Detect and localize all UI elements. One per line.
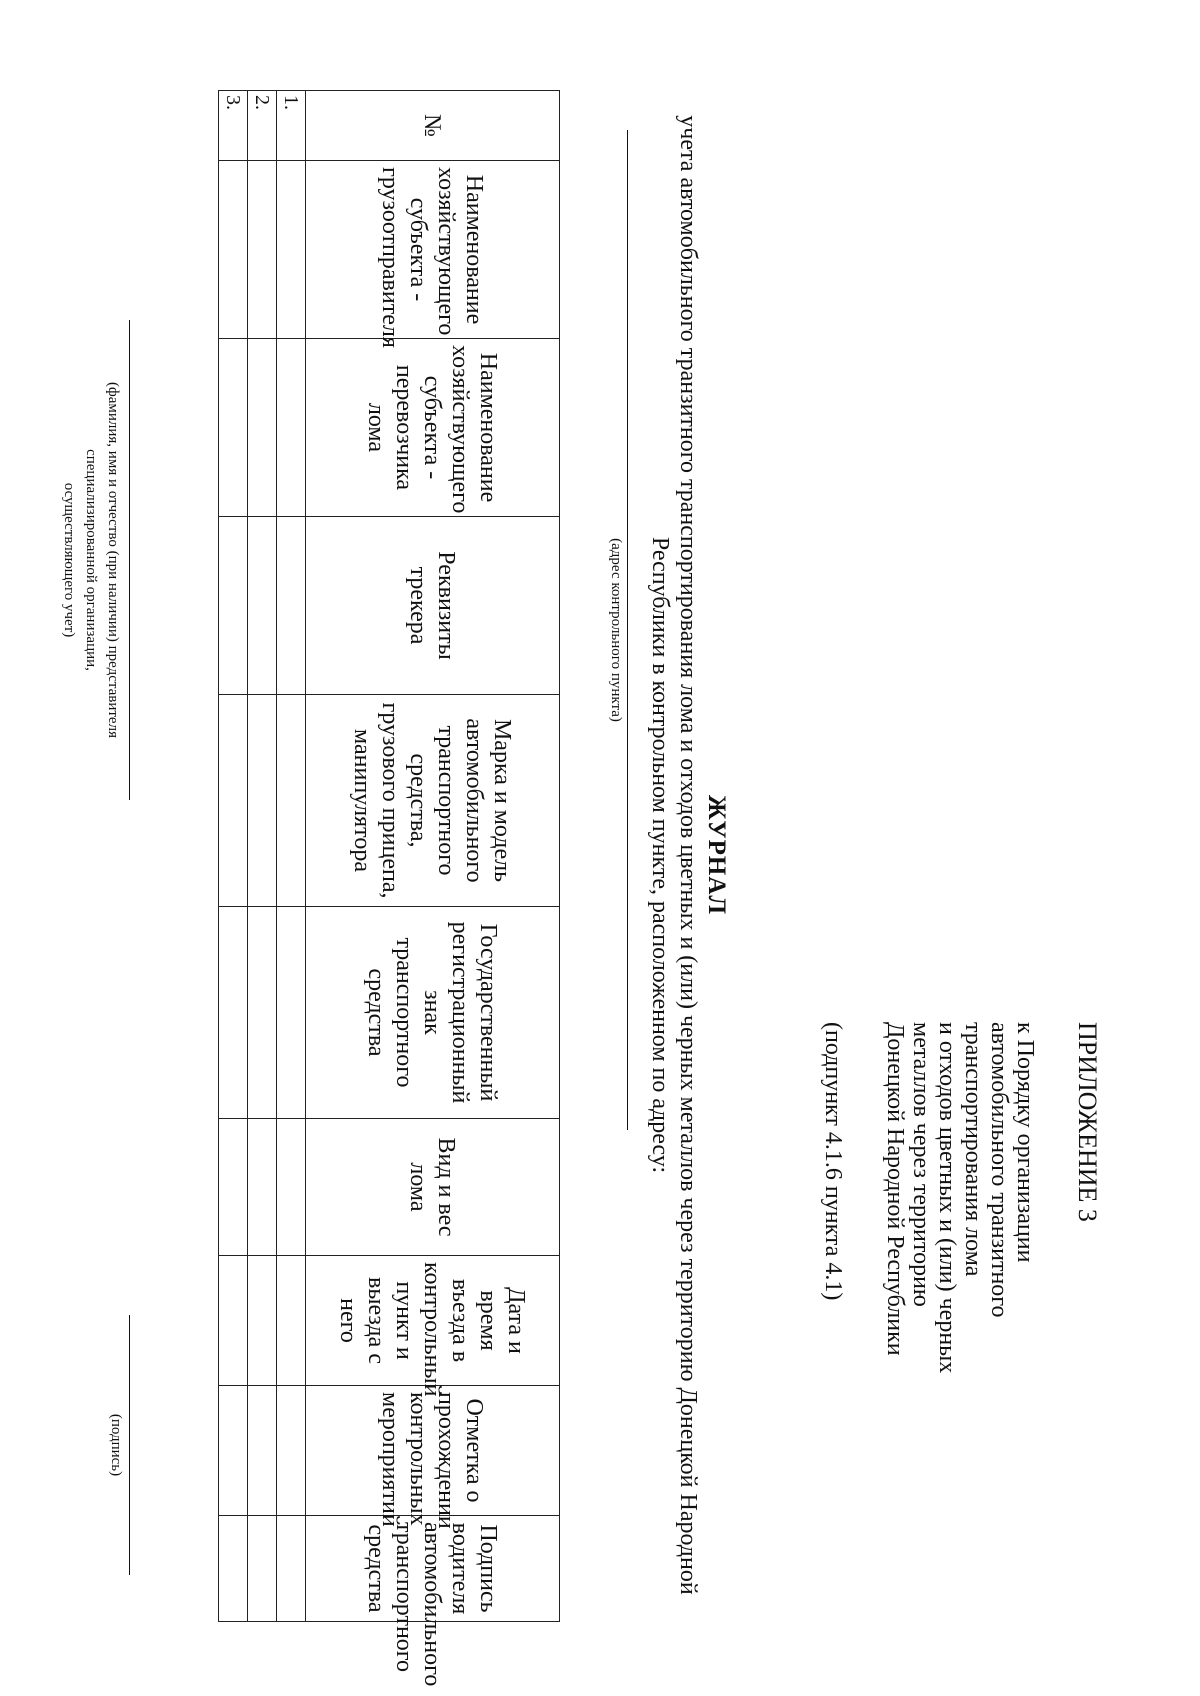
table-row bbox=[248, 91, 277, 1622]
appendix-line: и отходов цветных и (или) черных bbox=[934, 1022, 960, 1374]
appendix-heading: ПРИЛОЖЕНИЕ 3 bbox=[1073, 1022, 1102, 1222]
signature-area bbox=[20, 90, 130, 1621]
table-cell bbox=[219, 1386, 248, 1516]
appendix-line: металлов через территорию bbox=[908, 1022, 934, 1307]
header-control-mark: Отметка о прохождении контрольных мероприятий bbox=[306, 1386, 560, 1516]
header-shipper: Наименование хозяйствующего субъекта - грузоотправителя bbox=[306, 161, 560, 339]
representative-caption bbox=[58, 220, 124, 900]
appendix-subpoint: (подпункт 4.1.6 пункта 4.1) bbox=[820, 1022, 846, 1301]
appendix-line: транспортирования лома bbox=[960, 1022, 986, 1277]
table-cell bbox=[219, 695, 248, 907]
table-cell bbox=[219, 907, 248, 1119]
signature-caption: (подпись) bbox=[108, 1413, 124, 1477]
table-header-row bbox=[306, 91, 560, 1622]
appendix-line: к Порядку организации bbox=[1012, 1022, 1038, 1263]
table-cell bbox=[277, 161, 306, 339]
table-cell bbox=[219, 161, 248, 339]
table-cell: 3. bbox=[219, 91, 248, 161]
journal-title-block bbox=[646, 90, 730, 1620]
table-cell bbox=[277, 339, 306, 517]
signature-line bbox=[129, 1315, 130, 1575]
representative-caption-line: осуществляющего учет) bbox=[61, 482, 77, 638]
header-scrap-type-weight: Вид и вес лома bbox=[306, 1119, 560, 1256]
header-tracker: Реквизиты трекера bbox=[306, 517, 560, 695]
header-driver-signature: Подпись водителя автомобильного транспортного средства bbox=[306, 1516, 560, 1622]
table-cell bbox=[248, 161, 277, 339]
journal-subtitle-line1: учета автомобильного транзитного транспортирования лома и отходов цветных и (или) черных металлов через территорию Донецкой Народной bbox=[675, 115, 701, 1595]
table-row bbox=[219, 91, 248, 1622]
address-line bbox=[627, 130, 628, 1130]
header-number: № bbox=[306, 91, 560, 161]
table-cell bbox=[277, 1516, 306, 1622]
header-vehicle-model: Марка и модель автомобильного транспортного средства, грузового прицепа, манипулятора bbox=[306, 695, 560, 907]
representative-caption-line: специализированной организации, bbox=[83, 449, 99, 671]
table-cell bbox=[248, 339, 277, 517]
table-cell bbox=[277, 695, 306, 907]
table-cell bbox=[277, 1119, 306, 1256]
table-cell bbox=[219, 1119, 248, 1256]
table-cell bbox=[248, 517, 277, 695]
table-cell bbox=[248, 1256, 277, 1386]
table-cell bbox=[219, 1256, 248, 1386]
address-caption: (адрес контрольного пункта) bbox=[608, 538, 624, 722]
journal-title: ЖУРНАЛ bbox=[703, 794, 730, 916]
table-cell bbox=[219, 517, 248, 695]
table-cell bbox=[277, 517, 306, 695]
header-entry-exit-time: Дата и время въезда в контрольный пункт и выезда с него bbox=[306, 1256, 560, 1386]
appendix-block bbox=[820, 1022, 1100, 1492]
journal-table bbox=[218, 90, 560, 1687]
table-cell bbox=[277, 1256, 306, 1386]
table-cell bbox=[248, 1516, 277, 1622]
representative-caption-line: (фамилия, имя и отчество (при наличии) представителя bbox=[105, 382, 121, 738]
header-carrier: Наименование хозяйствующего субъекта - перевозчика лома bbox=[306, 339, 560, 517]
table-cell bbox=[248, 907, 277, 1119]
table-cell bbox=[219, 1516, 248, 1622]
table-cell bbox=[219, 339, 248, 517]
table-cell bbox=[248, 695, 277, 907]
appendix-line: Донецкой Народной Республики bbox=[882, 1022, 908, 1356]
table-cell bbox=[248, 1119, 277, 1256]
table-cell: 1. bbox=[277, 91, 306, 161]
header-plate-number: Государственный регистрационный знак транспортного средства bbox=[306, 907, 560, 1119]
representative-name-line bbox=[129, 320, 130, 800]
journal-subtitle-line2: Республики в контрольном пункте, расположенном по адресу: bbox=[647, 536, 673, 1174]
appendix-line: автомобильного транзитного bbox=[986, 1022, 1012, 1318]
table-cell: 2. bbox=[248, 91, 277, 161]
table-cell bbox=[248, 1386, 277, 1516]
table-row bbox=[277, 91, 306, 1622]
table-cell bbox=[277, 1386, 306, 1516]
table-cell bbox=[277, 907, 306, 1119]
